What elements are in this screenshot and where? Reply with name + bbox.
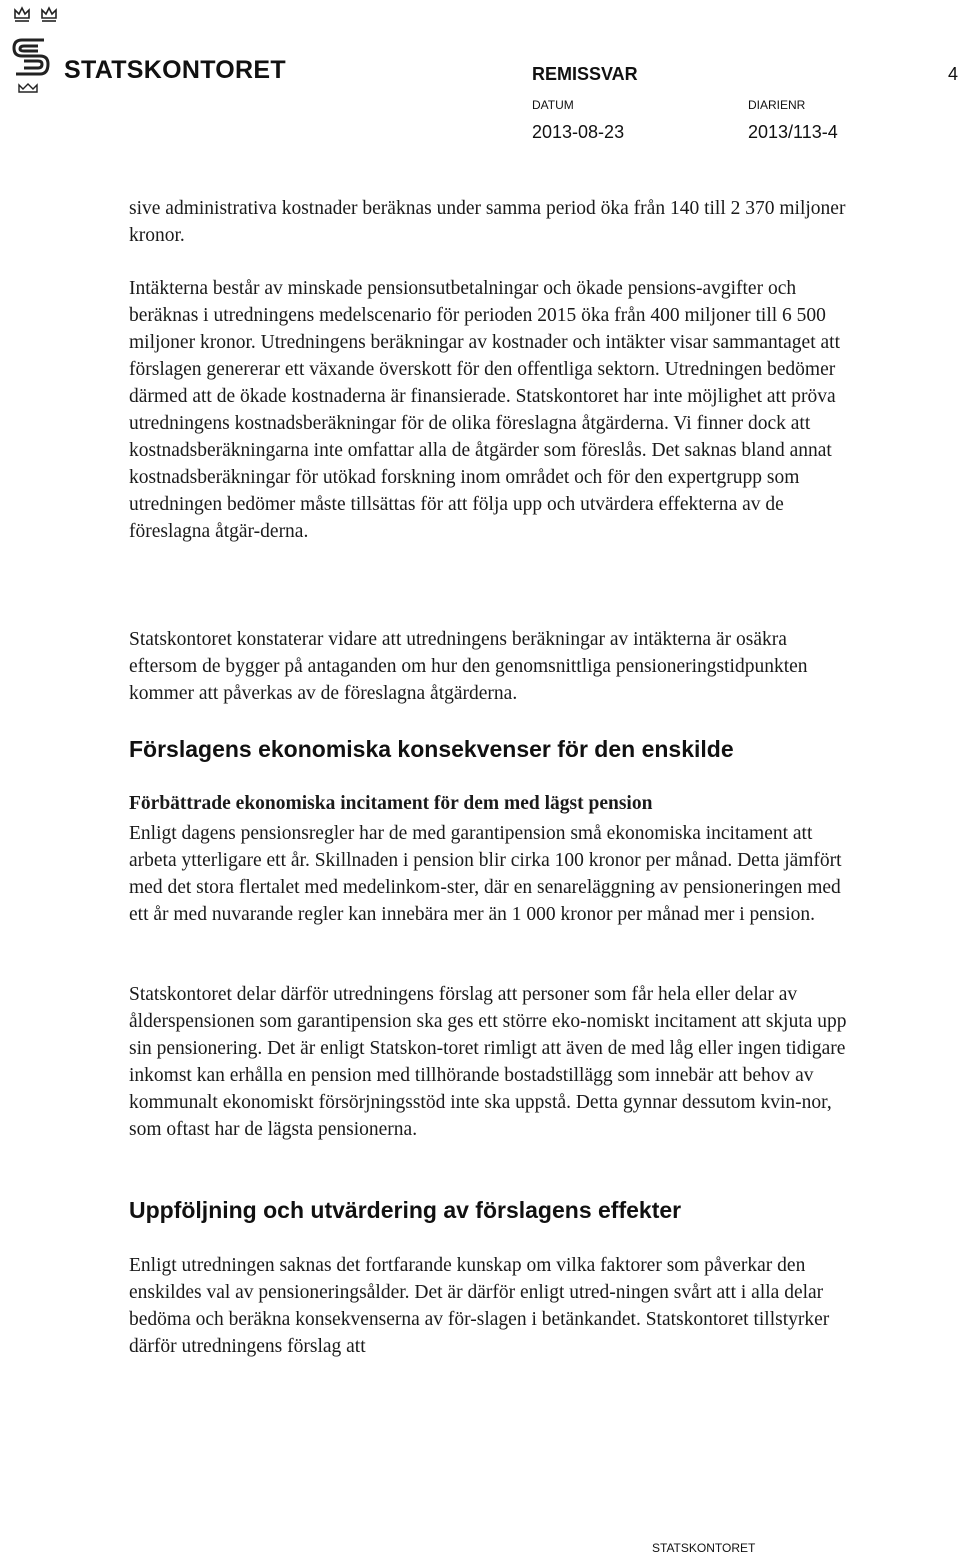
paragraph-guarantee-pension: Statskontoret delar därför utredningens förslag att personer som får hela eller delar av ålderspensionen som garantipension ska ges ett större eko-nomiskt incitament att skjuta upp sin pensionering. Det är enligt Statskon-toret rimligt att även de med låg eller ingen tidigare inkomst kan erhålla en pension med tillhörande bostadstillägg som innebär att behov av kommunalt ekonomiskt försörjningsstöd inte ska uppstå. Detta gynnar dessutom kvin-nor, som oftast har de lägsta pensionerna. (129, 984, 847, 1140)
paragraph-cost-estimate: sive administrativa kostnader beräknas under samma period öka från 140 till 2 370 miljoner kronor. (129, 198, 846, 246)
paragraph-revenue-uncertainty: Statskontoret konstaterar vidare att utredningens beräkningar av intäkterna är osäkra eftersom de bygger på antaganden om hur den genomsnittliga pensioneringstidpunkten kommer att påverkas av de föreslagna åtgärderna. (129, 629, 808, 704)
paragraph-revenue: Intäkterna består av minskade pensionsutbetalningar och ökade pensions-avgifter och beräknas i utredningens medelscenario för perioden 2015 öka från 400 miljoner till 6 500 miljoner kronor. Utredningens beräkningar av kostnader och intäkter visar sammantaget att förslagen genererar ett växande överskott för den offentliga sektorn. Utredningen bedömer därmed att de ökade kostnaderna är finansierade. Statskontoret har inte möjlighet att pröva utredningens kostnadsberäkningar för de olika föreslagna åtgärderna. Vi finner dock att kostnadsberäkningarna inte omfattar alla de åtgärder som föreslås. Det saknas bland annat kostnadsberäkningar för utökad forskning inom området och för den expertgrupp som utredningen bedömer måste tillsättas för att följa upp och utvärdera effekterna av de föreslagna åtgär-derna. (129, 278, 840, 542)
brand-name: STATSKONTORET (64, 56, 286, 84)
page-number: 4 (948, 64, 959, 84)
reference-value: 2013/113-4 (748, 122, 838, 142)
paragraph-pension-rules: Enligt dagens pensionsregler har de med garantipension små ekonomiska incitament att arbeta ytterligare ett år. Skillnaden i pension blir cirka 100 kronor per månad. Detta jämfört med det stora flertalet med medelinkom-ster, där en senareläggning av pensioneringen med ett år med nuvarande regler kan innebära mer än 1 000 kronor per månad mer i pension. (129, 823, 842, 925)
footer-brand: STATSKONTORET (652, 1541, 756, 1555)
date-value: 2013-08-23 (532, 122, 625, 142)
document-type: REMISSVAR (532, 64, 638, 84)
reference-label: DIARIENR (748, 98, 806, 112)
heading-individual-consequences: Förslagens ekonomiska konsekvenser för den enskilde (129, 736, 734, 762)
subheading-incentives: Förbättrade ekonomiska incitament för dem med lägst pension (129, 793, 653, 814)
s-emblem-icon (8, 32, 54, 84)
crown-bottom-icon (16, 82, 40, 96)
date-label: DATUM (532, 98, 574, 112)
paragraph-knowledge-gap: Enligt utredningen saknas det fortfarande kunskap om vilka faktorer som påverkar den enskildes val av pensioneringsålder. Det är därför enligt utred-ningen svårt att i alla delar bedöma och beräkna konsekvenserna av för-slagen i betänkandet. Statskontoret tillstyrker därför utredningens förslag att (129, 1255, 830, 1357)
heading-follow-up: Uppföljning och utvärdering av förslagens effekter (129, 1197, 682, 1223)
three-crowns-icon (12, 2, 62, 24)
